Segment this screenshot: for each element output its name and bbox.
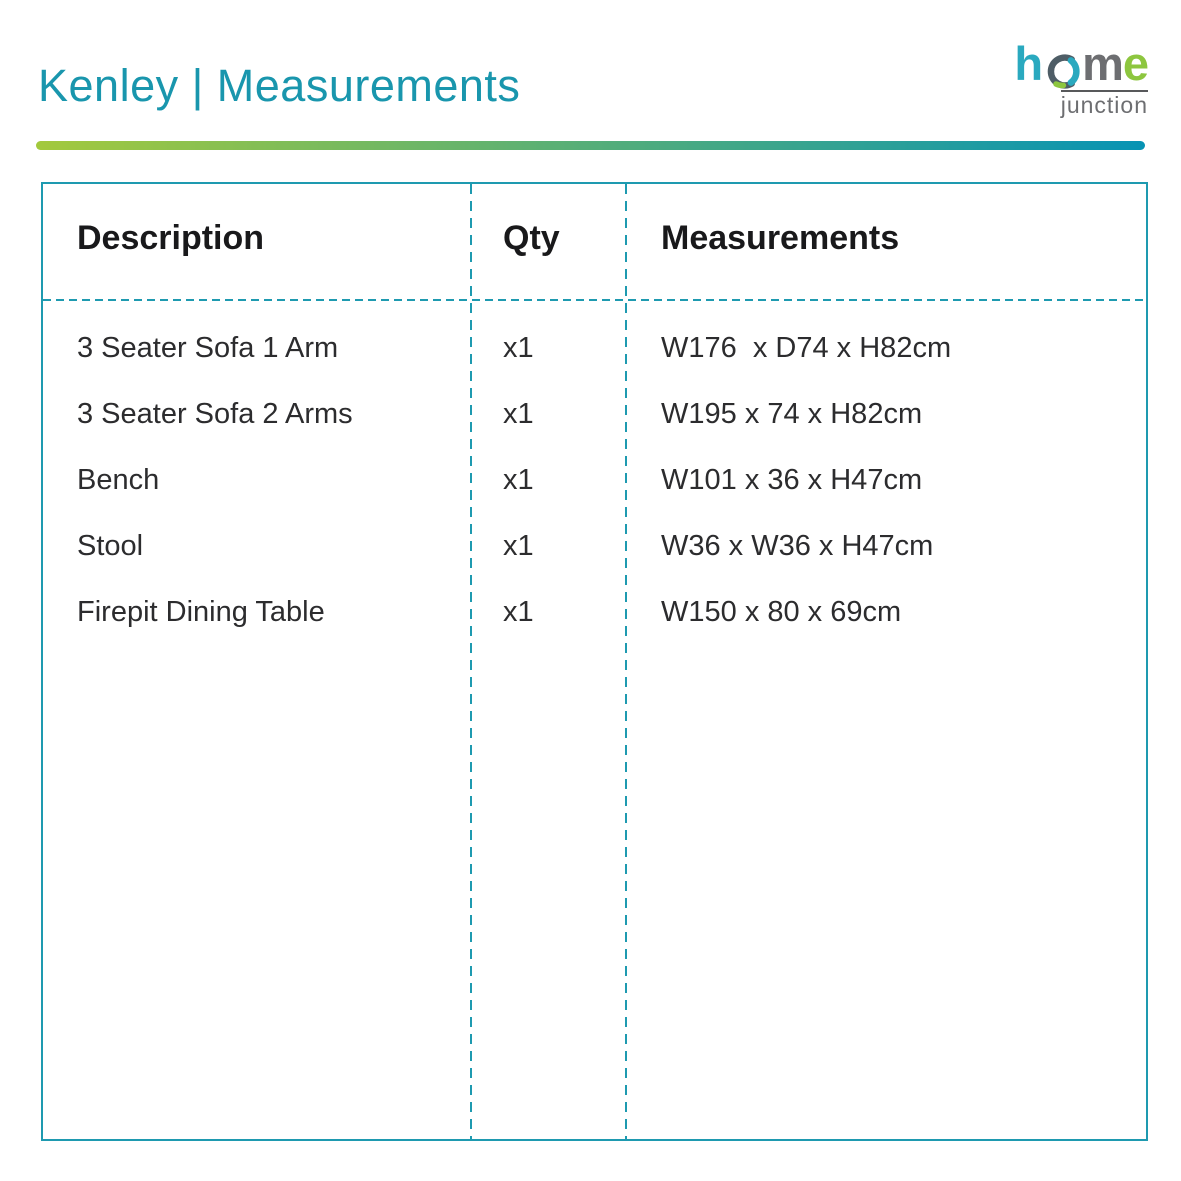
row-measurements: W176 x D74 x H82cm <box>661 331 952 364</box>
logo-letter-h: h <box>1014 37 1043 90</box>
row-description: Firepit Dining Table <box>77 595 325 628</box>
row-qty: x1 <box>503 331 534 364</box>
table-row <box>43 315 1146 381</box>
table-row <box>43 447 1146 513</box>
table-body <box>43 299 1146 645</box>
row-qty: x1 <box>503 595 534 628</box>
row-qty: x1 <box>503 529 534 562</box>
page-title: Kenley | Measurements <box>38 60 521 111</box>
row-description: Stool <box>77 529 144 562</box>
row-description: 3 Seater Sofa 1 Arm <box>77 331 339 364</box>
table-row <box>43 579 1146 645</box>
row-measurements: W150 x 80 x 69cm <box>661 595 902 628</box>
table-header-row <box>43 184 1146 299</box>
column-header-measurements: Measurements <box>661 219 900 257</box>
logo-wordmark-home <box>1014 37 1148 90</box>
measurements-table <box>41 182 1148 1141</box>
column-header-description: Description <box>77 219 265 257</box>
row-measurements: W101 x 36 x H47cm <box>661 463 923 496</box>
home-swirl-o-icon <box>1044 50 1081 87</box>
row-qty: x1 <box>503 397 534 430</box>
row-measurements: W195 x 74 x H82cm <box>661 397 923 430</box>
logo-rule <box>1061 90 1148 117</box>
column-header-qty: Qty <box>503 219 560 257</box>
home-junction-logo <box>1014 37 1148 118</box>
table-row <box>43 513 1146 579</box>
row-description: Bench <box>77 463 160 496</box>
column-divider-2 <box>625 184 627 1139</box>
logo-letters-m: m <box>1082 37 1123 90</box>
row-measurements: W36 x W36 x H47cm <box>661 529 934 562</box>
gradient-divider <box>36 141 1145 150</box>
table-row <box>43 381 1146 447</box>
row-qty: x1 <box>503 463 534 496</box>
logo-letter-e: e <box>1122 37 1148 90</box>
header-divider <box>43 299 1146 301</box>
logo-junction-text: junction <box>1060 92 1148 118</box>
row-description: 3 Seater Sofa 2 Arms <box>77 397 353 430</box>
column-divider-1 <box>470 184 472 1139</box>
